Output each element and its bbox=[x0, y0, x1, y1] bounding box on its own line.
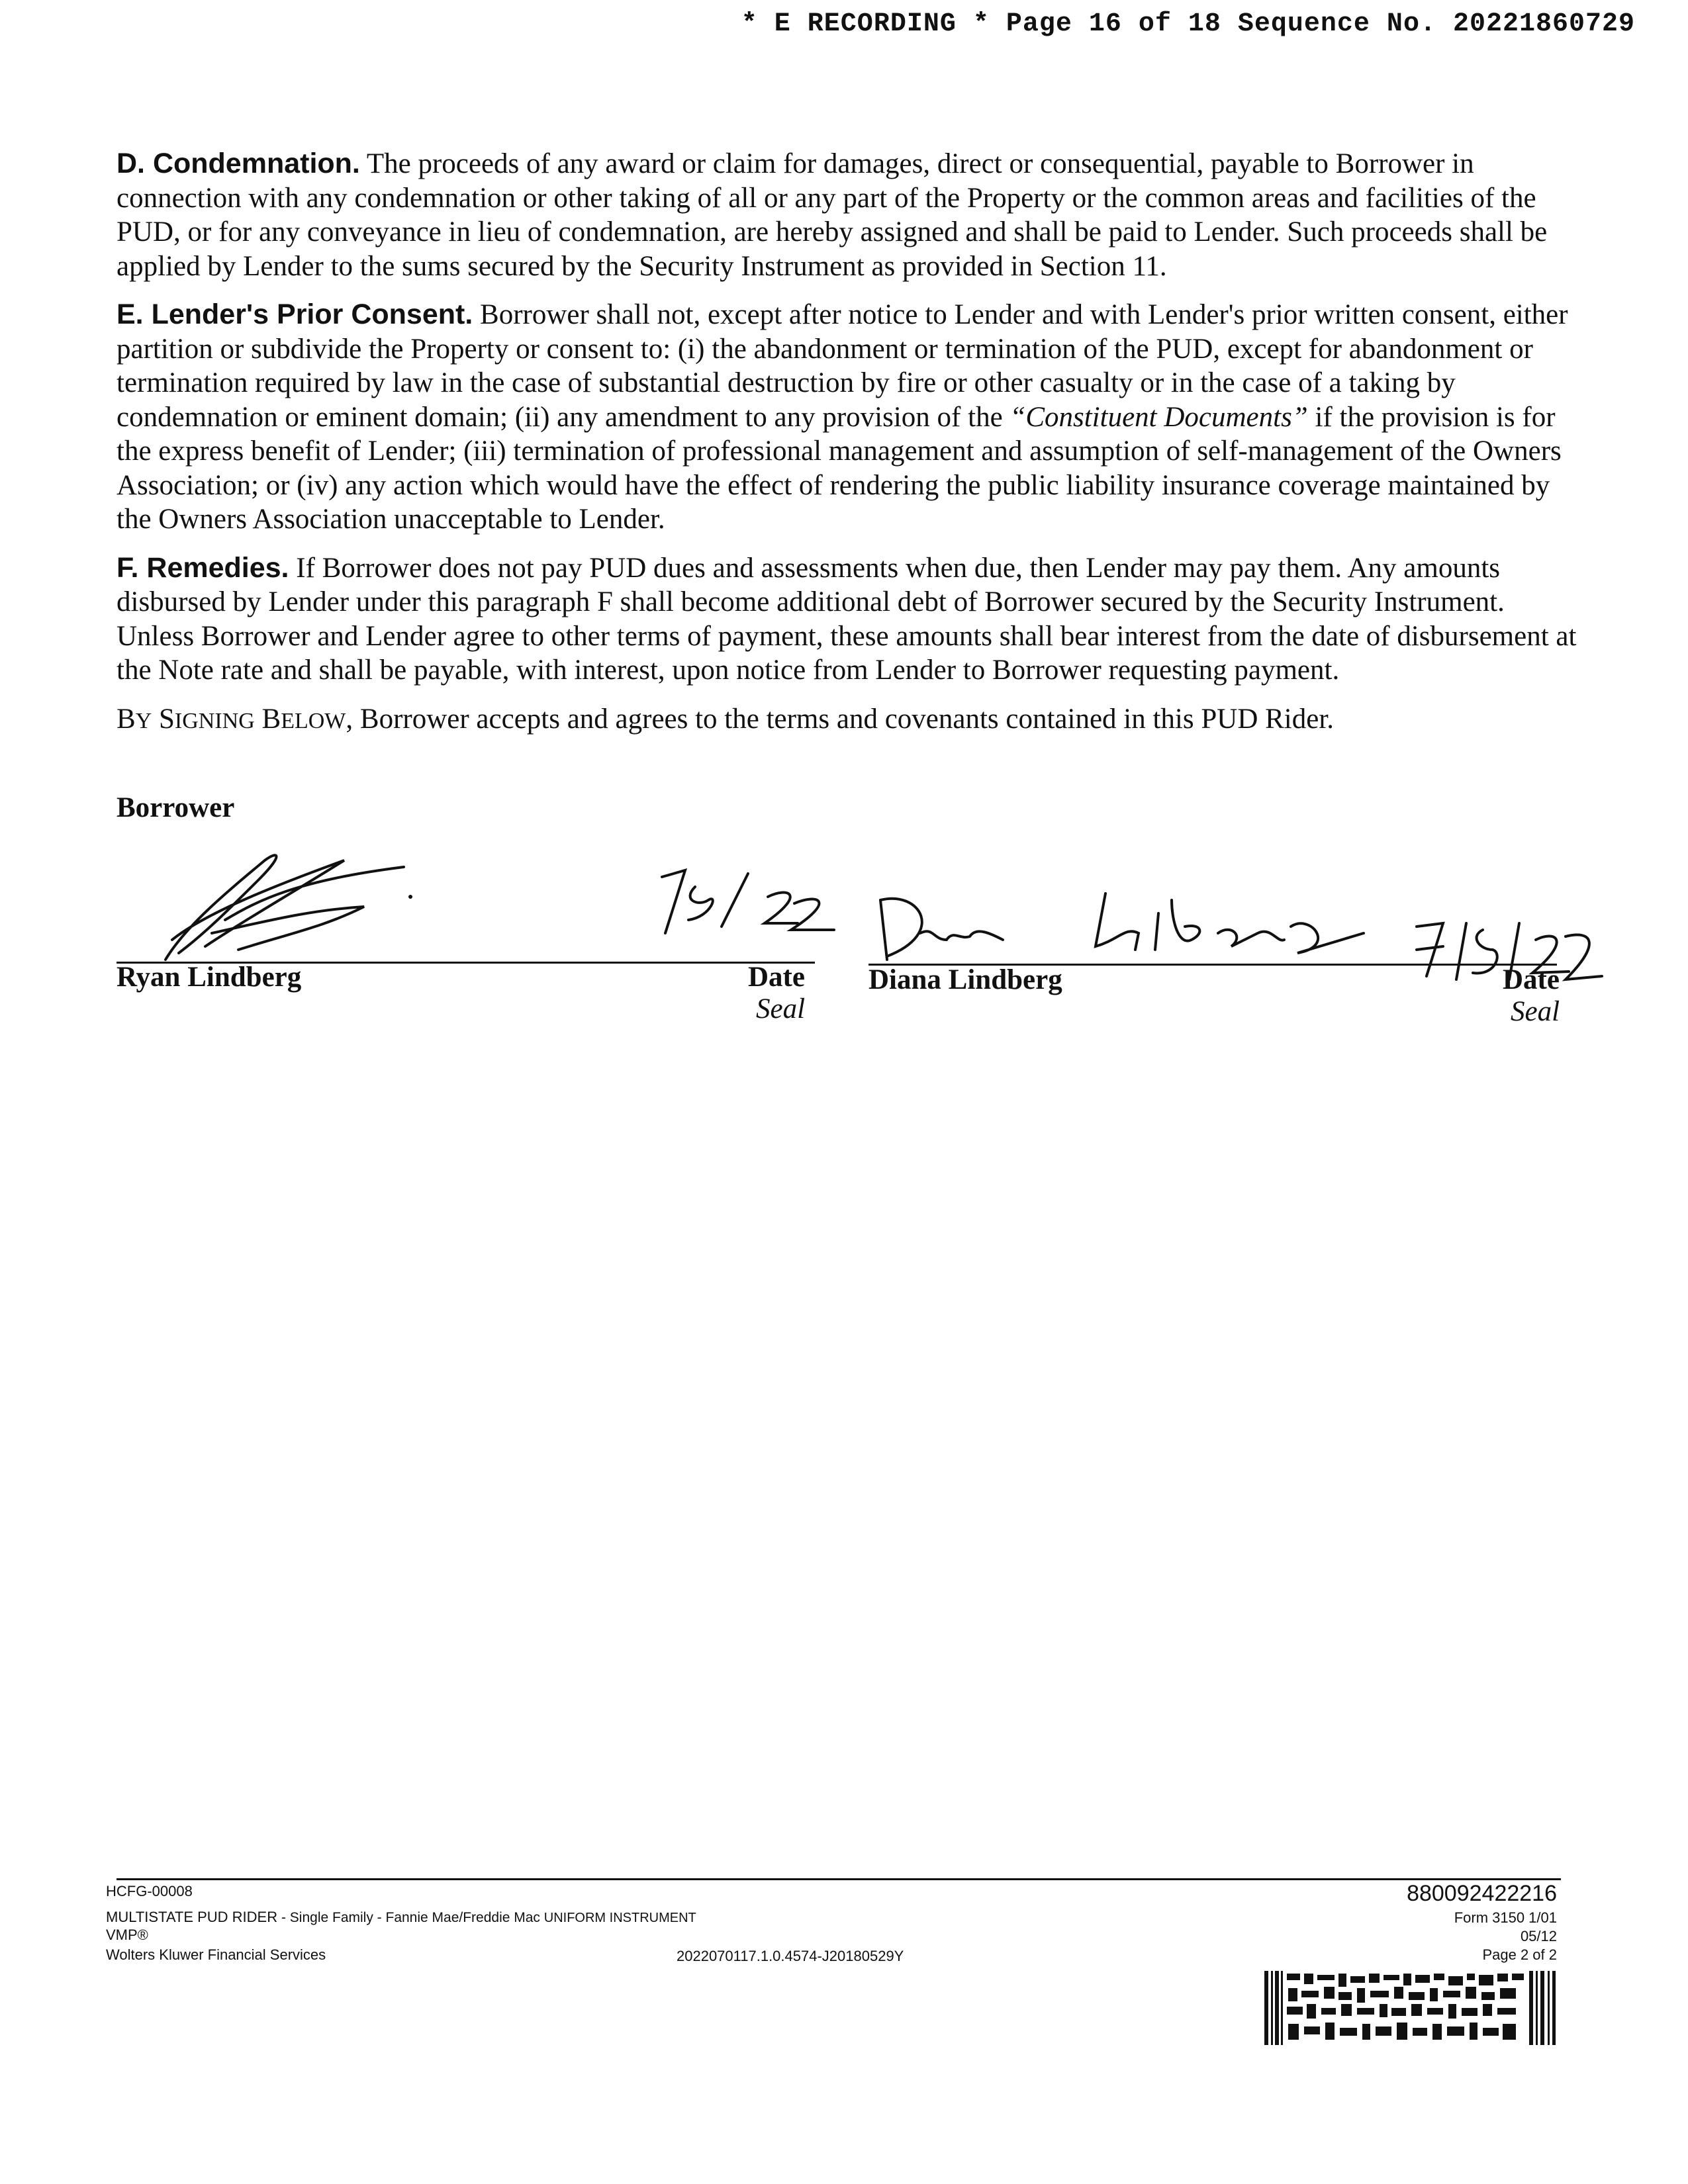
signing-elow: ELOW bbox=[281, 708, 346, 733]
signing-statement bbox=[117, 702, 1583, 739]
footer-tracking: 2022070117.1.0.4574-J20180529Y bbox=[677, 1948, 904, 1964]
ryan-signature-image bbox=[126, 841, 430, 973]
signing-rest: , Borrower accepts and agrees to the terms and covenants contained in this PUD Rider. bbox=[346, 703, 1335, 735]
section-e-heading: E. Lender's Prior Consent. bbox=[117, 298, 473, 330]
recording-header: * E RECORDING * Page 16 of 18 Sequence No. 20221860729 bbox=[741, 9, 1635, 39]
ryan-date-label: Date bbox=[748, 962, 805, 993]
diana-handwritten-date bbox=[1403, 913, 1609, 986]
section-d-condemnation bbox=[117, 147, 1583, 283]
section-e-constituent-documents: “Constituent Documents” bbox=[1009, 401, 1308, 433]
borrower-label: Borrower bbox=[117, 792, 235, 823]
section-f-text: If Borrower does not pay PUD dues and assessments when due, then Lender may pay them. Any amounts disbursed by Lender under this paragraph F shall become additional debt of Borrower secured by the Security Instrument. Unless Borrower and Lender agree to other terms of payment, these amounts shall bear interest from the date of disbursement at the Note rate and shall be payable, with interest, upon notice from Lender to Borrower requesting payment. bbox=[117, 552, 1577, 686]
ryan-name: Ryan Lindberg bbox=[117, 962, 302, 993]
signing-b: B bbox=[117, 703, 136, 735]
footer-loan-number: 880092422216 bbox=[1407, 1881, 1557, 1906]
section-f-heading: F. Remedies. bbox=[117, 551, 289, 584]
barcode-image bbox=[1264, 1971, 1556, 2045]
document-body bbox=[117, 147, 1583, 752]
section-d-heading: D. Condemnation. bbox=[117, 148, 360, 179]
footer-page: Page 2 of 2 bbox=[1482, 1946, 1557, 1963]
footer-title-uniform: UNIFORM INSTRUMENT bbox=[543, 1911, 696, 1925]
footer-title-rest: - Single Family - Fannie Mae/Freddie Mac bbox=[277, 1910, 544, 1925]
ryan-handwritten-date bbox=[635, 860, 847, 953]
diana-date-label: Date bbox=[1503, 964, 1560, 995]
signing-igning: IGNING bbox=[174, 708, 255, 733]
footer-form-id: HCFG-00008 bbox=[106, 1883, 193, 1899]
section-d-text: The proceeds of any award or claim for damages, direct or consequential, payable to Borrower in connection with any condemnation or other taking of all or any part of the Property or the common areas and facilities of the PUD, or for any conveyance in lieu of condemnation, are hereby assigned and shall be paid to Lender. Such proceeds shall be applied by Lender to the sums secured by the Security Instrument as provided in Section 11. bbox=[117, 148, 1548, 282]
footer-vmp: VMP® bbox=[106, 1927, 148, 1943]
ryan-seal-label: Seal bbox=[756, 993, 806, 1024]
footer-company: Wolters Kluwer Financial Services bbox=[106, 1946, 326, 1963]
signing-s: S bbox=[159, 703, 175, 735]
diana-signature-image bbox=[861, 887, 1377, 973]
section-e-text-a: Borrower shall not, except after notice to Lender and with Lender's prior written consent, either partition or subdivide the Property or consent to: (i) the abandonment or termination of the PUD, except for abandonment or termination required by law in the case of substantial destruction by fire or other casualty or in the case of a taking by condemnation or eminent domain; (ii) any amendment to any provision of the bbox=[117, 299, 1568, 433]
footer-rule bbox=[117, 1878, 1561, 1880]
footer-title bbox=[106, 1909, 696, 1926]
footer-form-number: Form 3150 1/01 bbox=[1454, 1909, 1557, 1926]
diana-name: Diana Lindberg bbox=[868, 964, 1062, 995]
signing-y: Y bbox=[135, 708, 152, 733]
signing-b2: B bbox=[261, 703, 281, 735]
diana-seal-label: Seal bbox=[1511, 996, 1560, 1027]
section-f-remedies bbox=[117, 551, 1583, 688]
footer-title-multistate: MULTISTATE PUD RIDER bbox=[106, 1909, 278, 1925]
section-e-lenders-prior-consent bbox=[117, 298, 1583, 537]
section-e-text-b: if the provision is for the express benefit of Lender; (iii) termination of professional management and assumption of self-management of the Owners Association; or (iv) any action which would have the effect of rendering the public liability insurance coverage maintained by the Owners Association unacceptable to Lender. bbox=[117, 401, 1562, 535]
footer-revision: 05/12 bbox=[1520, 1928, 1557, 1944]
